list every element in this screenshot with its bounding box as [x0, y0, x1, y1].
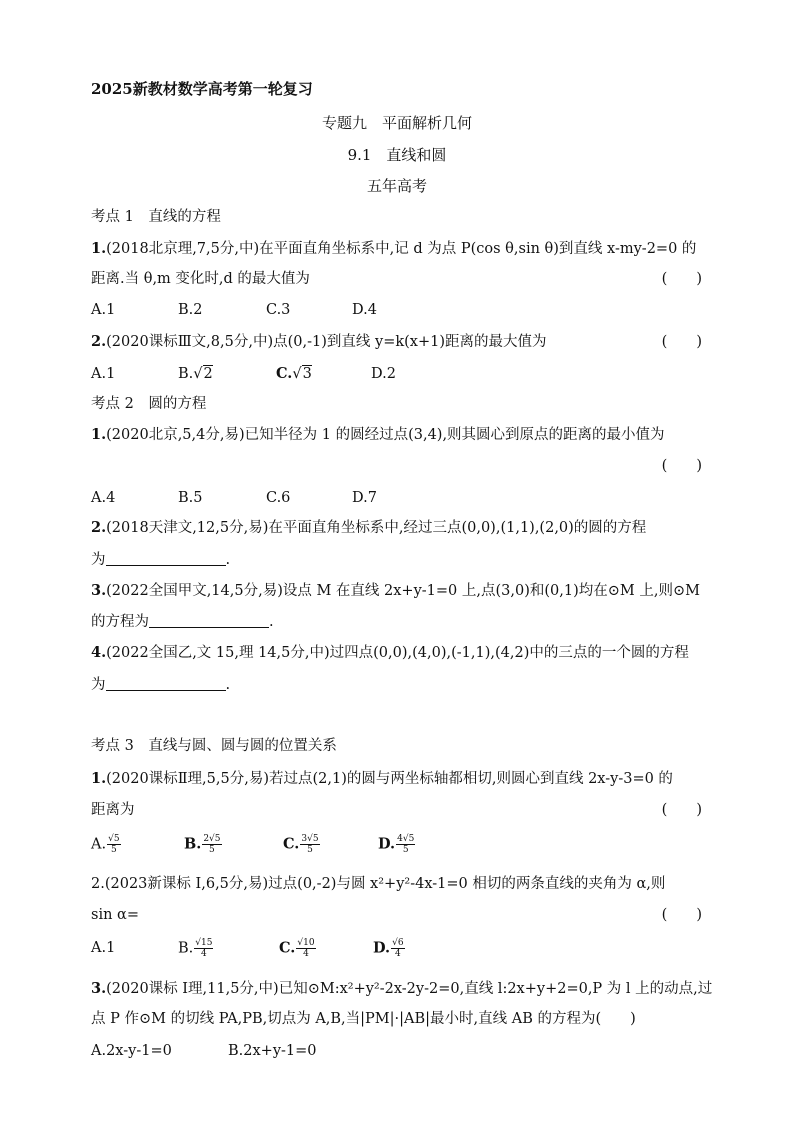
- q-number: 3.: [91, 980, 107, 997]
- option-b: B. $\frac{√15}{4}$: [178, 938, 213, 959]
- fraction: $\frac{√5}{5}$: [108, 834, 120, 855]
- option-c: C.3: [266, 302, 291, 318]
- k3-q3-line2: 点 P 作⊙M 的切线 PA,PB,切点为 A,B,当|PM|·|AB|最小时,直线 AB 的方程为( ): [91, 1011, 636, 1027]
- doc-header: 2025新教材数学高考第一轮复习: [91, 80, 313, 98]
- k2-q1-line1: [91, 425, 702, 445]
- topic-title: 专题九 平面解析几何: [321, 114, 472, 132]
- option-a: A.1: [91, 940, 116, 956]
- k1-q1-line2: 距离.当 θ,m 变化时,d 的最大值为: [91, 271, 310, 287]
- subsection-title: 五年高考: [366, 177, 427, 195]
- q-text: (2020课标 Ⅰ理,11,5分,中)已知⊙M:x²+y²-2x-2y-2=0,直线 l:2x+y+2=0,P 为 l 上的动点,过: [106, 981, 713, 997]
- q-text: (2020课标Ⅲ文,8,5分,中)点(0,-1)到直线 y=k(x+1)距离的最大值为: [106, 334, 547, 350]
- option-a: A.1: [91, 366, 116, 382]
- option-b: B. $\frac{2√5}{5}$: [184, 834, 221, 855]
- q-text: (2020课标Ⅱ理,5,5分,易)若过点(2,1)的圆与两坐标轴都相切,则圆心到直线 2x-y-3=0 的: [106, 771, 673, 787]
- q-number: 1.: [91, 240, 107, 257]
- q-number: 4.: [91, 644, 107, 661]
- option-c: C. $\frac{3√5}{5}$: [283, 834, 319, 855]
- option-a: A.4: [91, 490, 116, 506]
- option-a: A.1: [91, 302, 116, 318]
- answer-paren: ( ): [661, 458, 702, 474]
- q-number: 1.: [91, 770, 107, 787]
- k1-q1-line1: [91, 239, 702, 259]
- fraction: $\frac{√6}{4}$: [392, 938, 404, 959]
- option-b: B.5: [178, 490, 203, 506]
- k3-q2-line2: sin α=: [91, 907, 139, 923]
- answer-paren: ( ): [661, 271, 702, 287]
- k3-q1-line1: [91, 769, 702, 789]
- k3-title: 考点 3 直线与圆、圆与圆的位置关系: [91, 738, 337, 754]
- section-title: 9.1 直线和圆: [347, 146, 447, 164]
- option-d: D.7: [352, 490, 377, 506]
- q-number: 2.: [91, 519, 107, 536]
- q-text: (2020北京,5,4分,易)已知半径为 1 的圆经过点(3,4),则其圆心到原点的距离的最小值为: [106, 427, 665, 443]
- k1-q2-line1: [91, 332, 702, 352]
- option-c: C. $\frac{√10}{4}$: [279, 938, 315, 959]
- k3-q3-line1: [91, 979, 713, 999]
- q-text: (2018天津文,12,5分,易)在平面直角坐标系中,经过三点(0,0),(1,1),(2,0)的圆的方程: [106, 520, 647, 536]
- fraction: $\frac{√10}{4}$: [297, 938, 315, 959]
- q-text: (2022全国甲文,14,5分,易)设点 M 在直线 2x+y-1=0 上,点(3,0)和(0,1)均在⊙M 上,则⊙M: [106, 583, 700, 599]
- answer-paren: ( ): [661, 334, 702, 350]
- fraction: $\frac{4√5}{5}$: [397, 834, 415, 855]
- k2-q4-line1: [91, 643, 702, 663]
- option-d: D. $\frac{4√5}{5}$: [378, 834, 415, 855]
- option-c: C.√3: [276, 365, 312, 382]
- q-text: (2023新课标 Ⅰ,6,5分,易)过点(0,-2)与圆 x²+y²-4x-1=0 相切的两条直线的夹角为 α,则: [104, 876, 666, 892]
- option-c: C.6: [266, 490, 291, 506]
- fraction: $\frac{2√5}{5}$: [203, 834, 221, 855]
- k2-q3-line2: 的方程为 .: [91, 614, 274, 630]
- k2-q2-line1: [91, 518, 702, 538]
- q-text: (2018北京理,7,5分,中)在平面直角坐标系中,记 d 为点 P(cos θ,sin θ)到直线 x-my-2=0 的: [106, 241, 697, 257]
- answer-blank: [106, 551, 226, 566]
- option-b: B.2x+y-1=0: [228, 1043, 317, 1059]
- q-number: 2.: [91, 333, 107, 350]
- answer-paren: ( ): [661, 907, 702, 923]
- answer-blank: [106, 676, 226, 691]
- option-a: A.2x-y-1=0: [91, 1043, 172, 1059]
- k2-title: 考点 2 圆的方程: [91, 396, 207, 412]
- k2-q2-line2: 为 .: [91, 552, 231, 568]
- q-number: 3.: [91, 582, 107, 599]
- fraction: $\frac{√15}{4}$: [195, 938, 213, 959]
- k3-q2-line1: [91, 874, 702, 894]
- option-d: D. $\frac{√6}{4}$: [373, 938, 404, 959]
- k1-title: 考点 1 直线的方程: [91, 209, 221, 225]
- fraction: $\frac{3√5}{5}$: [301, 834, 319, 855]
- option-a: A. $\frac{√5}{5}$: [91, 834, 120, 855]
- answer-blank: [149, 613, 269, 628]
- answer-paren: ( ): [661, 802, 702, 818]
- q-text: (2022全国乙,文 15,理 14,5分,中)过四点(0,0),(4,0),(-1,1),(4,2)中的三点的一个圆的方程: [106, 645, 689, 661]
- q-number: 1.: [91, 426, 107, 443]
- option-b: B.√2: [178, 366, 213, 382]
- q-number: 2.: [91, 876, 105, 892]
- option-d: D.2: [371, 366, 396, 382]
- k2-q3-line1: [91, 581, 702, 601]
- option-b: B.2: [178, 302, 203, 318]
- option-d: D.4: [352, 302, 377, 318]
- k2-q4-line2: 为 .: [91, 677, 231, 693]
- k3-q1-line2: 距离为: [91, 802, 135, 818]
